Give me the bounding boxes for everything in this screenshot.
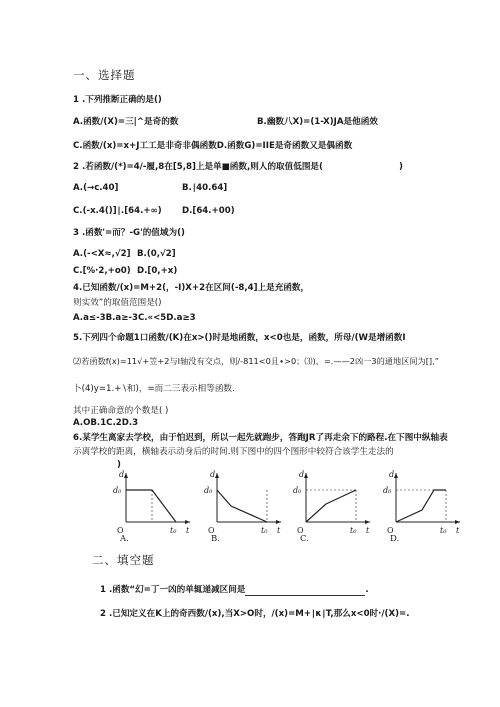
- f1-end: .: [365, 585, 369, 595]
- x-axis-label: t: [366, 526, 370, 535]
- x-tick-label: t₀: [170, 526, 177, 535]
- q5-line2: ⑵若函数f(x)=11√+笠+2与Ⅰ轴没有交点，则/-811<0且∙>0；⑶)，=.——2凶一3的通地区间为[],”: [73, 356, 439, 366]
- x-axis-arrow-icon: [276, 520, 281, 524]
- q6-line3: ): [117, 460, 121, 470]
- q4-line2: 则实效”的取值范围是(): [73, 298, 162, 308]
- q5-line3: 卜(4)y=1.+∖和)，=而二三表示相等函数.: [73, 384, 235, 394]
- y-tick-label: d₀: [383, 486, 392, 495]
- y-axis-arrow-icon: [394, 473, 398, 478]
- q1-option-a: A.函数/(X)=三|^是奇的数: [73, 117, 179, 127]
- origin-label: O: [208, 526, 215, 535]
- section-title-choice: 一、选择题: [73, 68, 136, 82]
- y-axis-label: d: [119, 470, 125, 479]
- x-axis-label: t: [456, 526, 460, 535]
- y-axis-arrow-icon: [124, 473, 128, 478]
- graph-d-plot: [382, 470, 462, 544]
- graph-d-label: D.: [390, 534, 400, 544]
- q2-option-a: A.(→c.40]: [73, 183, 119, 193]
- f1-answer-blank[interactable]: [245, 586, 365, 596]
- q6-stem: 6.某学生离家去学校，由于怕迟到，所以一起先就跑步，答跑JR了再走余下的路程.在下图中纵轴表: [73, 433, 448, 443]
- f1-stem: 1 .函数“幻=丁一凶的单辄递减区间是: [100, 585, 246, 595]
- y-axis-label: d: [389, 470, 395, 479]
- y-axis-arrow-icon: [304, 473, 308, 478]
- curve: [126, 490, 176, 522]
- q1-stem: 1 .下列推断正确的是(): [73, 95, 162, 105]
- q2-stem-paren: ): [399, 162, 403, 172]
- q5-line4: 其中正确命意的个数是( ): [73, 406, 169, 416]
- graph-b: [203, 470, 283, 544]
- graph-c-label: C.: [300, 534, 309, 544]
- curve: [306, 490, 356, 522]
- graph-c-plot: [292, 470, 372, 544]
- q2-stem: 2 .若函数/(*)=4/-履,8在[5,8]上是单■函数,则人的取值低围是(: [73, 162, 323, 172]
- x-tick-label: t₀: [350, 526, 357, 535]
- q3-option-c: C.[%·2,+o0): [73, 266, 131, 276]
- graph-b-plot: [203, 470, 283, 544]
- y-axis-label: d: [299, 470, 305, 479]
- y-tick-label: d₀: [204, 486, 213, 495]
- graph-b-label: B.: [211, 534, 220, 544]
- y-axis-label: d: [210, 470, 216, 479]
- origin-label: O: [297, 526, 304, 535]
- q1-option-cd: C.函数/(x)=x+J工工是非奇非偶函数D.函数G)=IIE是奇函数又是偶函数: [73, 141, 353, 151]
- section-title-fill: 二、填空题: [92, 553, 155, 567]
- q5-stem: 5.下列四个命题1口函数/(K)在x>()时是地函数，x<0也是，函数，所母/(W是增函数I: [73, 333, 406, 343]
- y-axis-arrow-icon: [215, 473, 219, 478]
- q3-stem: 3 .函数'=而？-G'的值域为(): [73, 228, 185, 238]
- graph-a-label: A.: [120, 534, 129, 544]
- curve: [396, 490, 446, 522]
- graph-c: [292, 470, 372, 544]
- y-tick-label: d₀: [293, 486, 302, 495]
- q3-option-b: B.(0,√2]: [137, 249, 176, 259]
- graph-a-plot: [112, 470, 192, 544]
- origin-label: O: [387, 526, 394, 535]
- q2-option-c: C.(-x.4()]∣.[64.+∞): [73, 206, 162, 216]
- graph-d: [382, 470, 462, 544]
- x-tick-label: t₀: [440, 526, 447, 535]
- q5-options: A.OB.1C.2D.3: [73, 418, 139, 428]
- curve: [217, 490, 267, 522]
- origin-label: O: [117, 526, 124, 535]
- q1-option-b: B.幽数八X)=(1-X)JA是他函效: [257, 117, 378, 127]
- graph-a: [112, 470, 192, 544]
- q4-options: A.a≤-3B.a≥-3C.«<5D.a≥3: [73, 313, 196, 323]
- x-axis-label: t: [186, 526, 190, 535]
- q2-option-d: D.[64.+00): [182, 206, 235, 216]
- x-axis-arrow-icon: [365, 520, 370, 524]
- q4-stem: 4.已知函数/(x)=M+2(，-I)X+2在区间(-8,4]上是充函数，: [73, 283, 310, 293]
- q2-option-b: B.∣40.64]: [182, 183, 228, 193]
- x-axis-arrow-icon: [455, 520, 460, 524]
- f1-line: [100, 585, 369, 596]
- q6-line2: 示离学校的距离，横轴表示动身后的时间.则下图中的四个图形中较符合该学生走法的: [73, 447, 394, 457]
- x-tick-label: t₀: [261, 526, 268, 535]
- x-axis-arrow-icon: [185, 520, 190, 524]
- f2-stem: 2 .已知定义在K上的奇西数/(x),当X>O时，/(x)=M+∣κ∣T,那么x<0时·/(X)=.: [100, 609, 410, 619]
- q3-option-a: A.(-<X≈,√2]: [73, 249, 131, 259]
- y-tick-label: d₀: [113, 486, 122, 495]
- x-axis-label: t: [277, 526, 281, 535]
- q3-option-d: D.[0,+x): [137, 266, 178, 276]
